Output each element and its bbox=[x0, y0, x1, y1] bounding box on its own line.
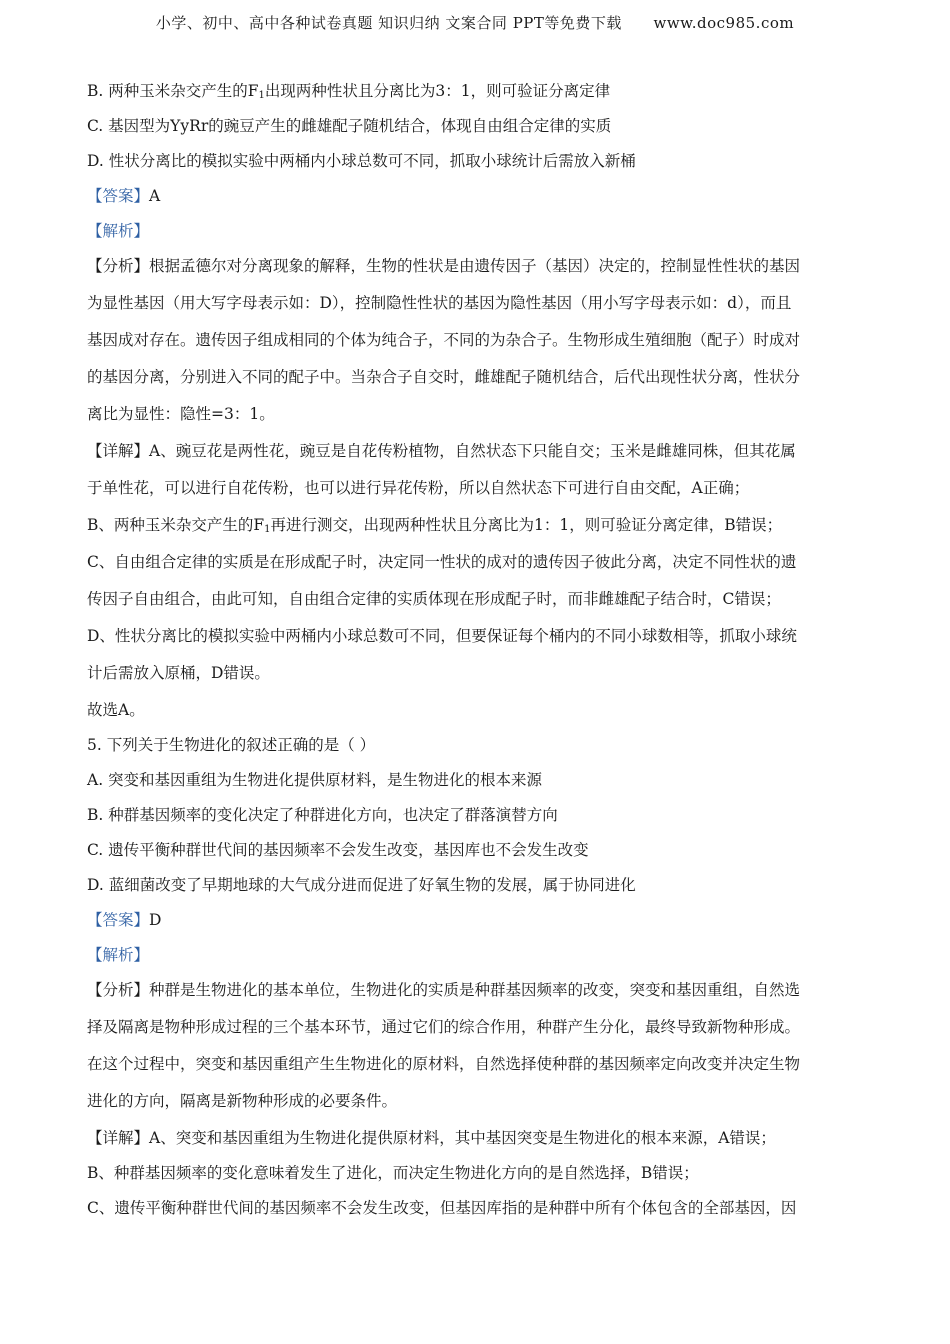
document-body bbox=[87, 76, 867, 1228]
q4-fenxi-line: 基因成对存在。遗传因子组成相同的个体为纯合子，不同的为杂合子。生物形成生殖细胞（配子）时成对 bbox=[87, 331, 801, 349]
q4-option-c: C. 基因型为YyRr的豌豆产生的雌雄配子随机结合，体现自由组合定律的实质 bbox=[87, 117, 612, 135]
q5-option-d: D. 蓝细菌改变了早期地球的大气成分进而促进了好氧生物的发展，属于协同进化 bbox=[87, 876, 636, 894]
header-url[interactable]: www.doc985.com bbox=[653, 14, 795, 32]
q4-conclusion: 故选A。 bbox=[87, 701, 145, 719]
q4-answer bbox=[87, 181, 867, 216]
q4-fenxi-line: 的基因分离，分别进入不同的配子中。当杂合子自交时，雌雄配子随机结合，后代出现性状分离，性状分 bbox=[87, 368, 801, 386]
q5-option-c: C. 遗传平衡种群世代间的基因频率不会发生改变，基因库也不会发生改变 bbox=[87, 841, 589, 859]
q4-xiangjie-c: C、自由组合定律的实质是在形成配子时，决定同一性状的成对的遗传因子彼此分离，决定不同性状的遗 bbox=[87, 553, 797, 571]
q4-fenxi-line: 为显性基因（用大写字母表示如：D），控制隐性性状的基因为隐性基因（用小写字母表示如：d），而且 bbox=[87, 294, 792, 312]
fenxi-tag: 【分析】 bbox=[87, 257, 150, 275]
q5-fenxi-line: 在这个过程中，突变和基因重组产生生物进化的原材料，自然选择使种群的基因频率定向改变并决定生物 bbox=[87, 1055, 801, 1073]
q5-fenxi-line: 择及隔离是物种形成过程的三个基本环节，通过它们的综合作用，种群产生分化，最终导致新物种形成。 bbox=[87, 1018, 801, 1036]
q4-xiangjie-d: 计后需放入原桶，D错误。 bbox=[87, 664, 270, 682]
q5-option-b: B. 种群基因频率的变化决定了种群进化方向，也决定了群落演替方向 bbox=[87, 806, 558, 824]
xiangjie-tag: 【详解】 bbox=[87, 1129, 150, 1147]
q5-answer bbox=[87, 905, 867, 940]
q4-option-d: D. 性状分离比的模拟实验中两桶内小球总数可不同，抓取小球统计后需放入新桶 bbox=[87, 152, 636, 170]
q4-fenxi-line: 【分析】根据孟德尔对分离现象的解释，生物的性状是由遗传因子（基因）决定的，控制显性性状的基因 bbox=[87, 257, 801, 275]
q4-analysis-tag: 【解析】 bbox=[87, 222, 150, 240]
q4-xiangjie-d: D、性状分离比的模拟实验中两桶内小球总数可不同，但要保证每个桶内的不同小球数相等，抓取小球统 bbox=[87, 627, 797, 645]
q5-xiangjie-line: B、种群基因频率的变化意味着发生了进化，而决定生物进化方向的是自然选择，B错误； bbox=[87, 1164, 699, 1182]
q5-fenxi-line: 进化的方向，隔离是新物种形成的必要条件。 bbox=[87, 1092, 398, 1110]
answer-tag: 【答案】 bbox=[87, 187, 150, 205]
header-banner-text: 小学、初中、高中各种试卷真题 知识归纳 文案合同 PPT等免费下载 bbox=[155, 14, 622, 32]
q5-xiangjie-line: 【详解】A、突变和基因重组为生物进化提供原材料，其中基因突变是生物进化的根本来源，A错误； bbox=[87, 1129, 776, 1147]
answer-value: A bbox=[149, 187, 161, 205]
q4-xiangjie-a: 【详解】A、豌豆花是两性花，豌豆是自花传粉植物，自然状态下只能自交；玉米是雌雄同株，但其花属 bbox=[87, 442, 796, 460]
q5-option-a: A. 突变和基因重组为生物进化提供原材料，是生物进化的根本来源 bbox=[87, 771, 543, 789]
page-header bbox=[0, 12, 950, 33]
q5-fenxi-line: 【分析】种群是生物进化的基本单位，生物进化的实质是种群基因频率的改变，突变和基因重组，自然选 bbox=[87, 981, 801, 999]
q5-stem: 5. 下列关于生物进化的叙述正确的是（ ） bbox=[87, 736, 376, 754]
q4-option-b: B. 两种玉米杂交产生的$F_1$出现两种性状且分离比为3：1，则可验证分离定律 bbox=[87, 82, 611, 101]
fenxi-tag: 【分析】 bbox=[87, 981, 150, 999]
q4-fenxi-line: 离比为显性：隐性=3：1。 bbox=[87, 405, 275, 423]
q4-xiangjie-b: B、两种玉米杂交产生的$F_1$再进行测交，出现两种性状且分离比为1：1，则可验证分离定律，B错误； bbox=[87, 516, 783, 535]
q4-xiangjie-c: 传因子自由组合，由此可知，自由组合定律的实质体现在形成配子时，而非雌雄配子结合时，C错误； bbox=[87, 590, 781, 608]
answer-value: D bbox=[149, 911, 162, 929]
q5-analysis-tag: 【解析】 bbox=[87, 946, 150, 964]
q5-xiangjie-line: C、遗传平衡种群世代间的基因频率不会发生改变，但基因库指的是种群中所有个体包含的全部基因，因 bbox=[87, 1199, 797, 1217]
xiangjie-tag: 【详解】 bbox=[87, 442, 150, 460]
q4-xiangjie-a: 于单性花，可以进行自花传粉，也可以进行异花传粉，所以自然状态下可进行自由交配，A正确； bbox=[87, 479, 750, 497]
answer-tag: 【答案】 bbox=[87, 911, 150, 929]
